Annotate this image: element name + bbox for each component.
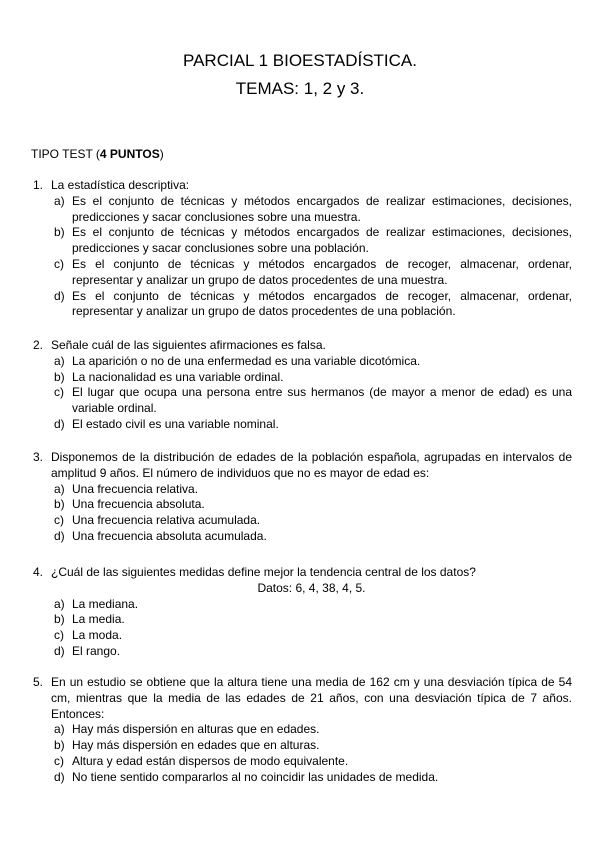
option-text: Es el conjunto de técnicas y métodos encargados de recoger, almacenar, ordenar, representar y analizar un grupo de datos procedentes de una muestra. — [72, 256, 572, 287]
option-text: El rango. — [72, 643, 121, 658]
question-2 — [31, 338, 572, 433]
option-c — [54, 628, 572, 644]
option-text: El estado civil es una variable nominal. — [72, 416, 279, 431]
option-label: c) — [54, 753, 64, 768]
option-label: a) — [54, 596, 65, 611]
option-label: b) — [54, 738, 65, 753]
option-a — [54, 354, 572, 370]
option-text: Una frecuencia absoluta. — [72, 497, 205, 512]
question-text: Disponemos de la distribución de edades de la población española, agrupadas en intervalos de amplitud 9 años. El número de individuos que no es mayor de edad es: — [51, 450, 572, 480]
option-text: La mediana. — [72, 596, 139, 611]
option-label: d) — [54, 769, 65, 784]
exam-topics: TEMAS: 1, 2 y 3. — [235, 79, 365, 98]
option-c — [54, 754, 572, 770]
option-c — [54, 513, 572, 529]
option-d — [54, 770, 572, 786]
option-b — [54, 370, 572, 386]
option-a — [54, 482, 572, 498]
option-text: Una frecuencia relativa. — [72, 481, 199, 496]
section-points: 4 PUNTOS — [99, 147, 160, 161]
question-text: En un estudio se obtiene que la altura tiene una media de 162 cm y una desviación típica de 54 cm, mientras que la media de las edades de 21 años, con una desviación típica de 7 años. Entonces: — [51, 675, 572, 721]
exam-title: PARCIAL 1 BIOESTADÍSTICA. — [183, 51, 417, 70]
option-d — [54, 417, 572, 433]
option-label: d) — [54, 643, 65, 658]
option-label: b) — [54, 612, 65, 627]
option-a — [54, 722, 572, 738]
option-text: Es el conjunto de técnicas y métodos encargados de realizar estimaciones, decisiones, predicciones y sacar conclusiones sobre una población. — [72, 225, 572, 256]
question-number: 2. — [33, 338, 44, 352]
option-label: b) — [54, 225, 65, 240]
option-text: El lugar que ocupa una persona entre sus hermanos (de mayor a menor de edad) es una variable ordinal. — [72, 385, 572, 416]
question-1 — [31, 178, 572, 320]
section-heading — [31, 147, 164, 161]
question-3 — [31, 450, 572, 545]
option-text: Es el conjunto de técnicas y métodos encargados de realizar estimaciones, decisiones, predicciones y sacar conclusiones sobre una muestra. — [72, 193, 572, 224]
option-label: d) — [54, 528, 65, 543]
option-text: La aparición o no de una enfermedad es una variable dicotómica. — [72, 353, 421, 368]
option-label: c) — [54, 385, 64, 400]
option-a — [54, 194, 572, 226]
option-c — [54, 385, 572, 417]
option-text: Altura y edad están dispersos de modo equivalente. — [72, 753, 349, 768]
option-text: Es el conjunto de técnicas y métodos encargados de recoger, almacenar, ordenar, representar y analizar un grupo de datos procedentes de una población. — [72, 288, 572, 319]
option-text: Hay más dispersión en alturas que en edades. — [72, 722, 320, 737]
question-number: 1. — [33, 178, 44, 192]
option-c — [54, 257, 572, 289]
option-b — [54, 738, 572, 754]
question-number: 4. — [33, 565, 44, 579]
option-label: c) — [54, 628, 64, 643]
option-label: d) — [54, 416, 65, 431]
option-label: b) — [54, 369, 65, 384]
question-number: 3. — [33, 450, 44, 464]
question-text: ¿Cuál de las siguientes medidas define mejor la tendencia central de los datos? — [51, 565, 476, 579]
option-label: c) — [54, 256, 64, 271]
question-5 — [31, 675, 572, 786]
option-label: d) — [54, 288, 65, 303]
option-text: No tiene sentido compararlos al no coincidir las unidades de medida. — [72, 769, 439, 784]
question-text: La estadística descriptiva: — [51, 178, 190, 192]
option-label: b) — [54, 497, 65, 512]
option-b — [54, 225, 572, 257]
data-values: Datos: 6, 4, 38, 4, 5. — [257, 580, 366, 595]
section-suffix: ) — [159, 147, 164, 161]
section-prefix: TIPO TEST ( — [31, 147, 100, 161]
option-a — [54, 597, 572, 613]
question-number: 5. — [33, 675, 44, 689]
option-d — [54, 529, 572, 545]
option-label: a) — [54, 722, 65, 737]
question-text: Señale cuál de las siguientes afirmaciones es falsa. — [51, 338, 326, 352]
option-b — [54, 612, 572, 628]
option-text: Hay más dispersión en edades que en alturas. — [72, 738, 320, 753]
option-label: a) — [54, 481, 65, 496]
option-b — [54, 497, 572, 513]
option-text: Una frecuencia relativa acumulada. — [72, 513, 261, 528]
option-label: a) — [54, 353, 65, 368]
option-label: c) — [54, 513, 64, 528]
question-4 — [31, 565, 572, 660]
option-d — [54, 644, 572, 660]
option-text: La nacionalidad es una variable ordinal. — [72, 369, 284, 384]
option-text: La moda. — [72, 628, 123, 643]
option-text: Una frecuencia absoluta acumulada. — [72, 528, 267, 543]
option-text: La media. — [72, 612, 125, 627]
option-label: a) — [54, 193, 65, 208]
option-d — [54, 289, 572, 321]
